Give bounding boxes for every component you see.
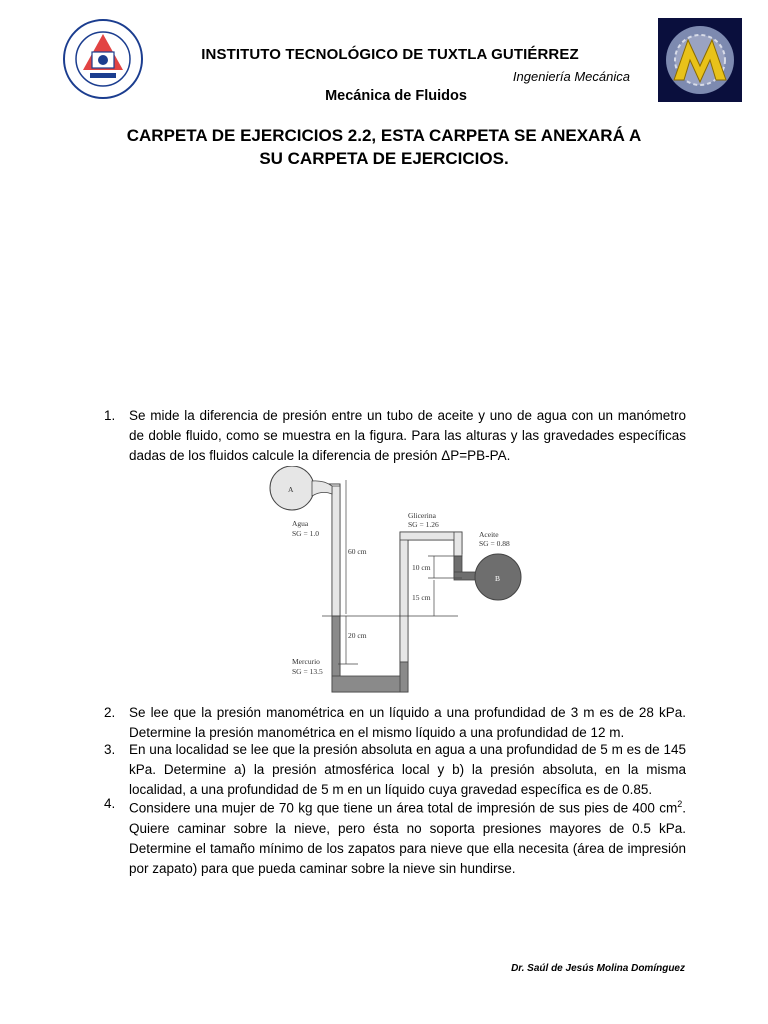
- dim-15cm-label: 15 cm: [412, 593, 431, 602]
- exercise-2: [104, 703, 686, 743]
- manometer-figure: [262, 466, 528, 696]
- water-label: Agua: [292, 519, 309, 528]
- page-title: [80, 124, 688, 170]
- oil-sg-label: SG = 0.88: [479, 539, 510, 548]
- exercise-text-part-2: . Quiere caminar sobre la nieve, pero ésta no soporta presiones mayores de 0.5 kPa. Determine el tamaño mínimo de los zapatos para nieve que ella necesita (área de impresión por zapato) para que pueda caminar sobre la nieve sin hundirse.: [129, 800, 686, 876]
- exercise-text: En una localidad se lee que la presión absoluta en agua a una profundidad de 5 m es de 145 kPa. Determine a) la presión atmosférica local y b) la presión absoluta, en la misma localidad, a una profundidad de 5 m en un líquido cuya gravedad específica es de 0.85.: [129, 742, 686, 797]
- exponent: 2: [677, 799, 683, 809]
- author-signature: Dr. Saúl de Jesús Molina Domínguez: [511, 963, 685, 974]
- mechanical-engineering-emblem-icon: [658, 18, 742, 102]
- institute-name: INSTITUTO TECNOLÓGICO DE TUXTLA GUTIÉRREZ: [201, 46, 579, 63]
- water-sg-label: SG = 1.0: [292, 529, 319, 538]
- course-name: Mecánica de Fluidos: [325, 88, 467, 104]
- exercise-number: 1.: [104, 408, 116, 423]
- exercise-1: [104, 406, 686, 466]
- exercise-text: Se mide la diferencia de presión entre un tubo de aceite y uno de agua con un manómetro de doble fluido, como se muestra en la figura. Para las alturas y las gravedades específicas dadas de los fluidos calcule la diferencia de presión ΔP=PB-PA.: [129, 408, 686, 463]
- dim-20cm-label: 20 cm: [348, 631, 367, 640]
- pipe-a-label: A: [288, 485, 294, 494]
- pipe-b-label: B: [495, 574, 501, 583]
- exercise-number: 2.: [104, 705, 116, 720]
- exercise-text: [129, 794, 686, 879]
- dim-10cm-label: 10 cm: [412, 563, 431, 572]
- exercise-text-part-1: Considere una mujer de 70 kg que tiene un área total de impresión de sus pies de 400 cm: [129, 800, 678, 816]
- oil-label: Aceite: [479, 530, 499, 539]
- department-name: Ingeniería Mecánica: [512, 69, 630, 84]
- exercise-4: [104, 794, 686, 879]
- itt-seal-icon: [62, 18, 144, 100]
- exercise-number: 3.: [104, 742, 116, 757]
- exercise-text: Se lee que la presión manométrica en un líquido a una profundidad de 3 m es de 28 kPa. Determine la presión manométrica en el mismo líquido a una profundidad de 12 m.: [129, 705, 686, 740]
- glycerin-label: Glicerina: [408, 511, 436, 520]
- mercury-label: Mercurio: [292, 657, 320, 666]
- dim-60cm-label: 60 cm: [348, 547, 367, 556]
- mercury-sg-label: SG = 13.5: [292, 667, 323, 676]
- exercise-3: [104, 740, 686, 800]
- page-title-line-2: SU CARPETA DE EJERCICIOS.: [259, 149, 509, 168]
- glycerin-sg-label: SG = 1.26: [408, 520, 439, 529]
- exercise-number: 4.: [104, 796, 116, 811]
- page-title-line-1: CARPETA DE EJERCICIOS 2.2, ESTA CARPETA SE ANEXARÁ A: [126, 126, 642, 145]
